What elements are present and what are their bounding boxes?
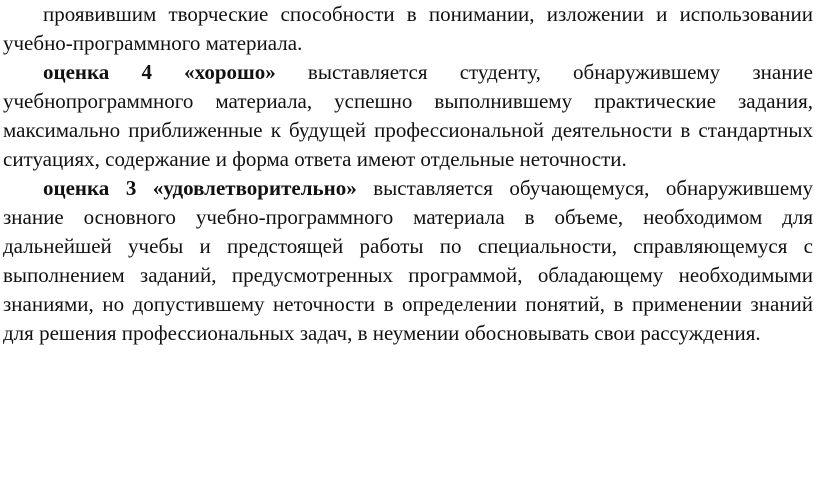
paragraph-text: выставляется студенту, обнаружившему знание учебнопрограммного материала, успешно выполнившему практические задания, максимально приближенные к будущей профессиональной деятельности в стандартных ситуациях, содержание и форма ответа имеют отдельные неточности. — [3, 60, 813, 171]
grade-label: оценка 3 «удовлетворительно» — [43, 176, 357, 200]
grade-label: оценка 4 «хорошо» — [43, 60, 276, 84]
paragraph-text: проявившим творческие способности в понимании, изложении и использовании учебно-программного материала. — [3, 2, 813, 55]
paragraph-grade-4 — [3, 58, 813, 174]
paragraph-text: выставляется обучающемуся, обнаружившему знание основного учебно-программного материала в объеме, необходимом для дальнейшей учебы и предстоящей работы по специальности, справляющемуся с выполнением заданий, предусмотренных программой, обладающему необходимыми знаниями, но допустившему неточности в определении понятий, в применении знаний для решения профессиональных задач, в неумении обосновывать свои рассуждения. — [3, 176, 813, 345]
paragraph-grade-3 — [3, 174, 813, 348]
paragraph-grade-5-continuation — [3, 0, 813, 58]
